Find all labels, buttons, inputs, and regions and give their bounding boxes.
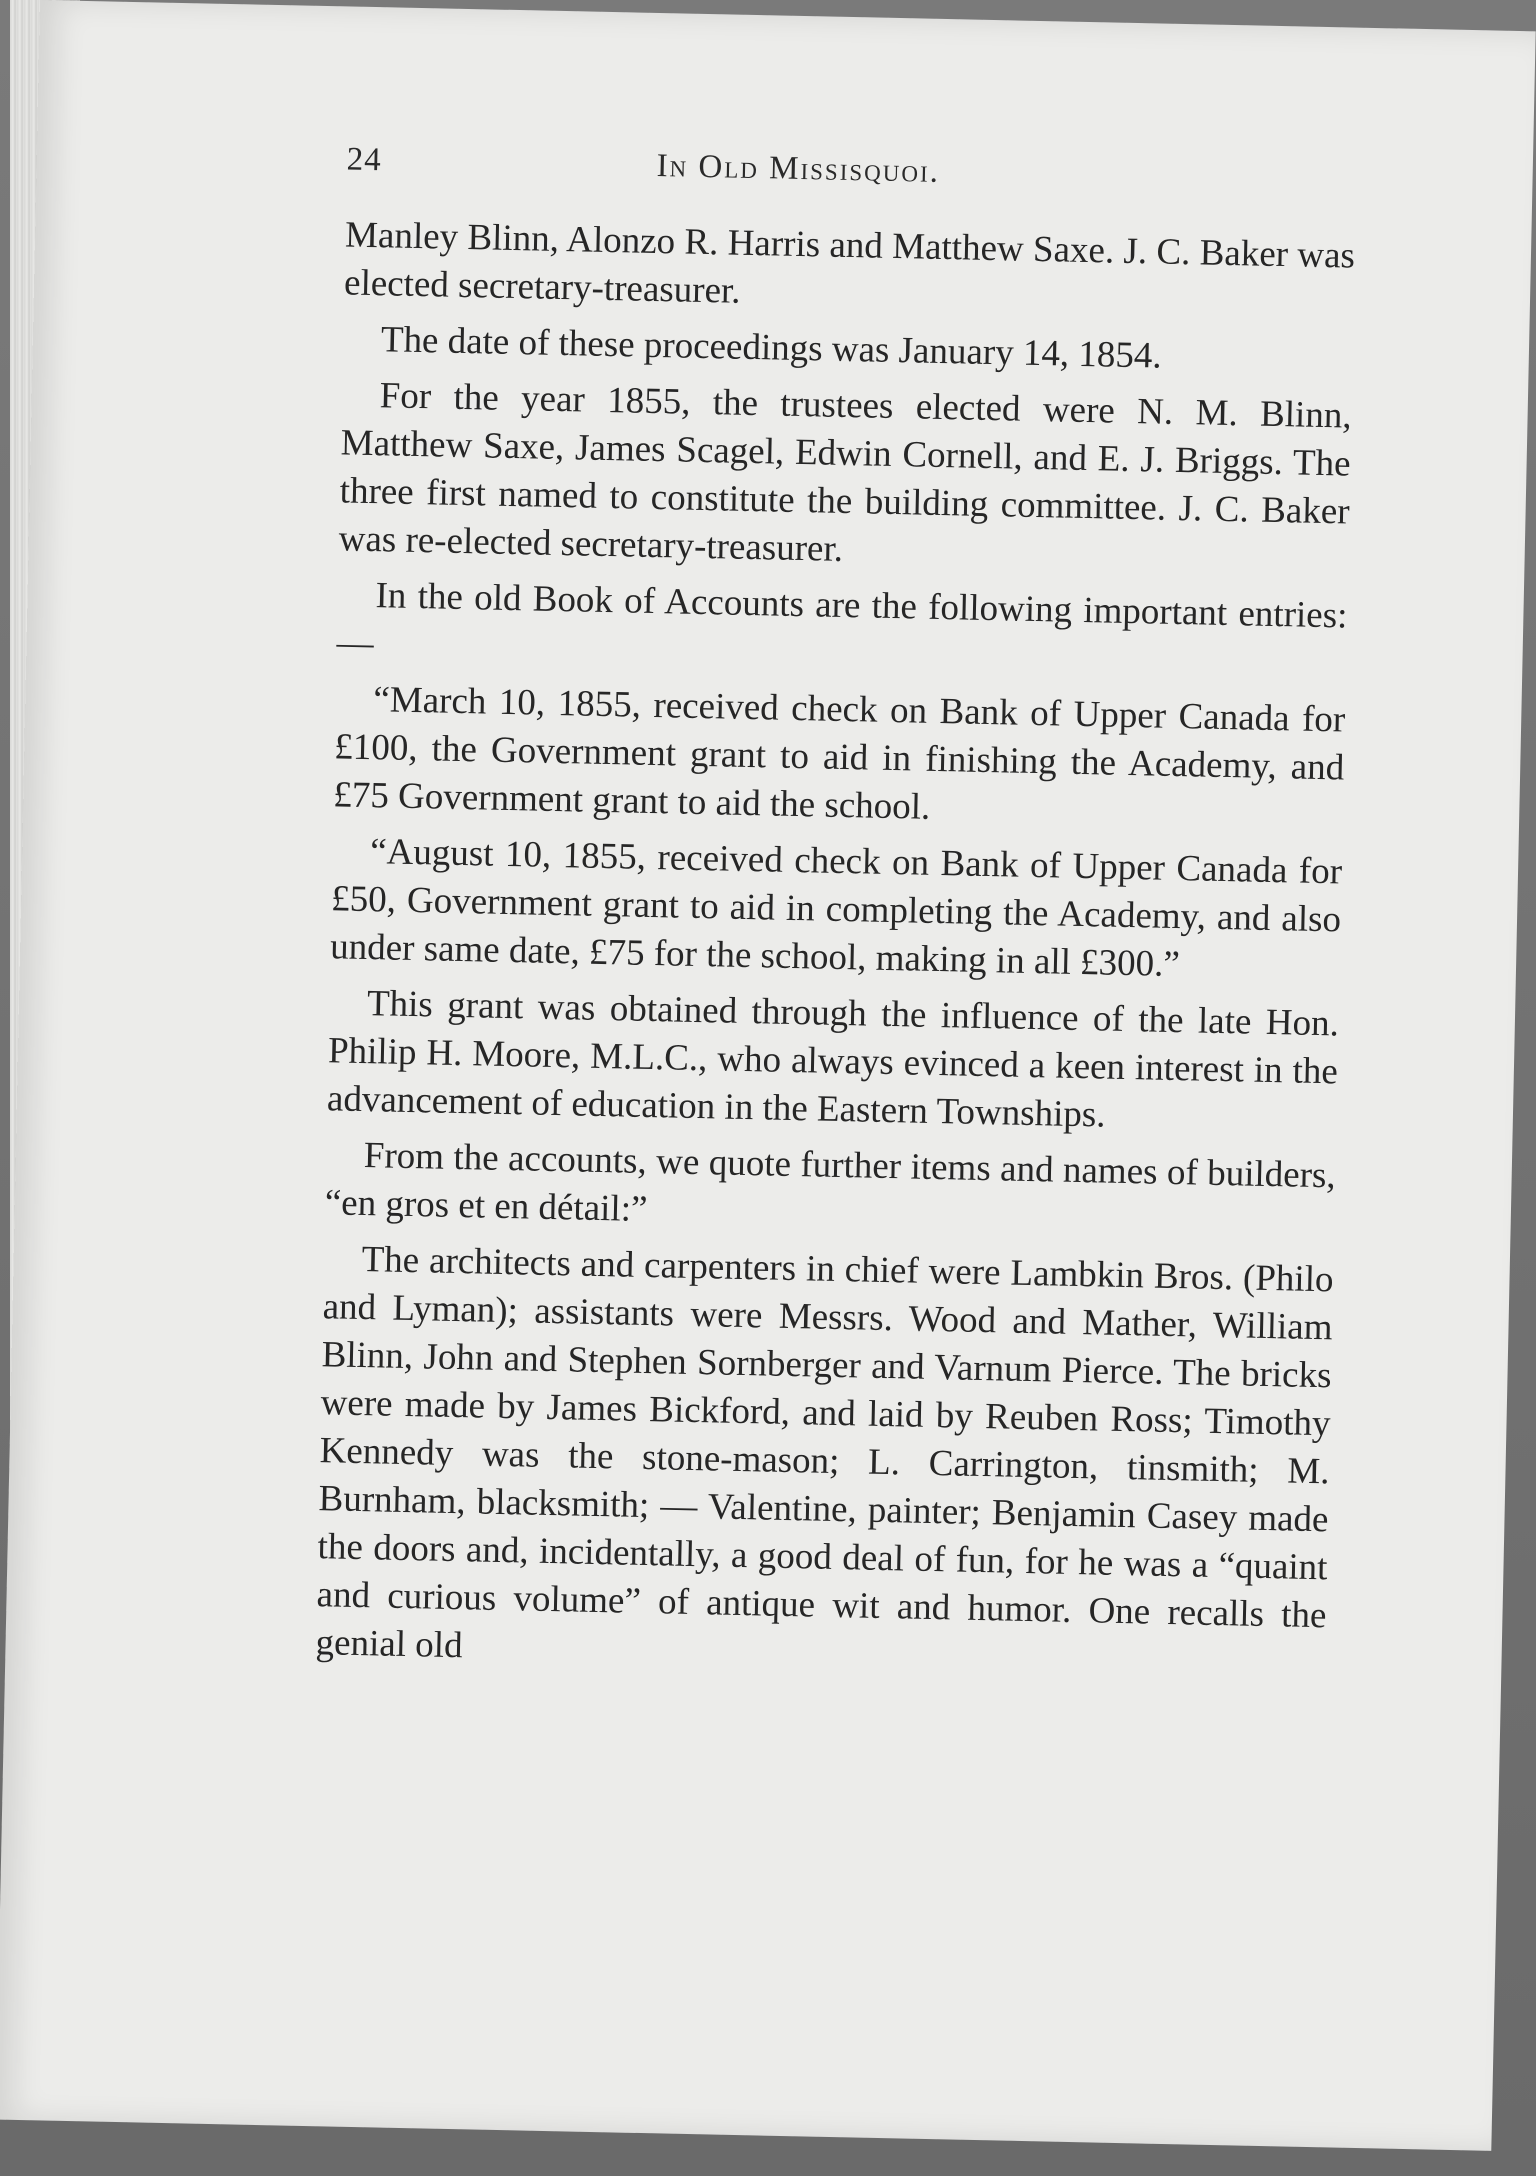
- paragraph: In the old Book of Accounts are the following important entries:—: [336, 575, 1348, 665]
- paragraph: This grant was obtained through the influence of the late Hon. Philip H. Moore, M.L.C., who always evinced a keen interest in the advancement of education in the Eastern Townships.: [326, 983, 1340, 1136]
- paragraph: “March 10, 1855, received check on Bank of Upper Canada for £100, the Government grant to aid in finishing the Academy, and £75 Government grant to aid the school.: [332, 679, 1346, 828]
- paragraph: For the year 1855, the trustees elected were N. M. Blinn, Matthew Saxe, James Scagel, Edwin Cornell, and E. J. Briggs. The three first named to constitute the building committee. J. C. Baker was re-elected secretary-treasurer.: [338, 375, 1353, 570]
- body-text: [315, 211, 1355, 1696]
- paragraph: “August 10, 1855, received check on Bank of Upper Canada for £50, Government grant to aid in completing the Academy, and also under same date, £75 for the school, making in all £300.”: [329, 831, 1343, 986]
- page-header: [346, 141, 1347, 222]
- paragraph: The date of these proceedings was January 14, 1854.: [380, 319, 1163, 377]
- running-head: In Old Missisquoi.: [656, 147, 941, 190]
- paragraph: Manley Blinn, Alonzo R. Harris and Matthew Saxe. J. C. Baker was elected secretary-treasurer.: [343, 214, 1356, 312]
- page-number: 24: [346, 141, 383, 179]
- paragraph: From the accounts, we quote further items and names of builders, “en gros et en détail:”: [324, 1135, 1337, 1230]
- paragraph: The architects and carpenters in chief were Lambkin Bros. (Philo and Lyman); assistants were Messrs. Wood and Mather, William Blinn, John and Stephen Sornberger and Varnum Pierce. The bricks were made by James Bickford, and laid by Reuben Ross; Timothy Kennedy was the stone-mason; L. Carrington, tinsmith; M. Burnham, blacksmith; — Valentine, painter; Benjamin Casey made the doors and, incidentally, a good deal of fun, for he was a “quaint and curious volume” of antique wit and humor. One recalls the genial old: [315, 1239, 1334, 1667]
